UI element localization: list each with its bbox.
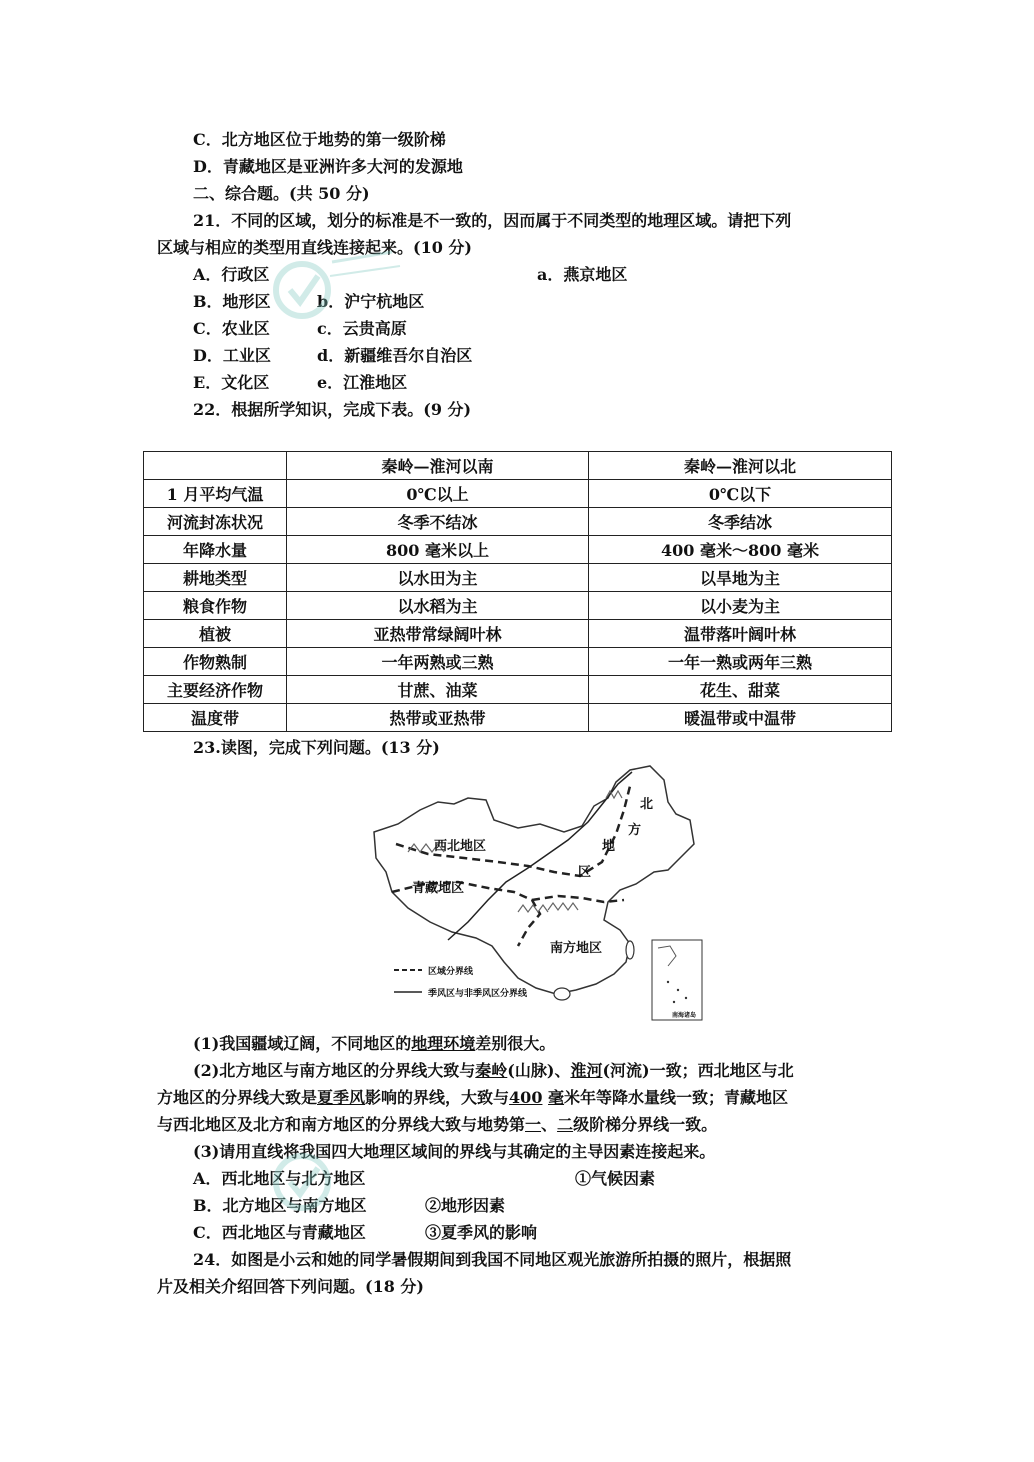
table-cell: 温度带 bbox=[144, 704, 287, 732]
q24-line2: 片及相关介绍回答下列问题。(18 分) bbox=[157, 1277, 424, 1296]
table-row bbox=[144, 676, 892, 704]
legend-solid-label: 季风区与非季风区分界线 bbox=[428, 989, 528, 999]
watermark-logo bbox=[272, 248, 412, 338]
table-cell: 以水稻为主 bbox=[287, 592, 589, 620]
watermark-logo bbox=[272, 1140, 412, 1230]
q23-p3-right-1: ①气候因素 bbox=[575, 1169, 656, 1188]
q24-line1: 24．如图是小云和她的同学暑假期间到我国不同地区观光旅游所拍摄的照片，根据照 bbox=[193, 1250, 792, 1269]
answer-underline: 毫 bbox=[548, 1088, 565, 1107]
q23-p3-stem: (3)请用直线将我国四大地理区域间的界线与其确定的主导因素连接起来。 bbox=[193, 1142, 716, 1161]
label-north-4: 区 bbox=[578, 865, 592, 880]
label-northwest: 西北地区 bbox=[434, 839, 487, 854]
q21-right-d: d．新疆维吾尔自治区 bbox=[317, 346, 473, 365]
table-row bbox=[144, 648, 892, 676]
table-cell: 甘蔗、油菜 bbox=[287, 676, 589, 704]
q23-p3-left-a: A．西北地区与北方地区 bbox=[193, 1169, 366, 1188]
table-cell: 植被 bbox=[144, 620, 287, 648]
q21-right-b: b．沪宁杭地区 bbox=[317, 292, 425, 311]
table-header-row bbox=[144, 452, 892, 480]
q23-p2-line1: (2)北方地区与南方地区的分界线大致与秦岭(山脉)、淮河(河流)一致；西北地区与北 bbox=[193, 1061, 794, 1080]
label-north-2: 方 bbox=[628, 823, 642, 838]
table-cell: 作物熟制 bbox=[144, 648, 287, 676]
table-row bbox=[144, 704, 892, 732]
label-north-3: 地 bbox=[602, 839, 616, 854]
q21-left-d: D．工业区 bbox=[193, 346, 271, 365]
label-north-1: 北 bbox=[640, 797, 654, 812]
q21-left-b: B．地形区 bbox=[193, 292, 271, 311]
table-cell: 以旱地为主 bbox=[589, 564, 892, 592]
table-cell: 一年一熟或两年三熟 bbox=[589, 648, 892, 676]
table-cell: 耕地类型 bbox=[144, 564, 287, 592]
table-row bbox=[144, 592, 892, 620]
answer-underline: 淮河 bbox=[570, 1061, 603, 1080]
table-cell: 1 月平均气温 bbox=[144, 480, 287, 508]
q22-table bbox=[143, 451, 892, 732]
table-cell: 主要经济作物 bbox=[144, 676, 287, 704]
table-row bbox=[144, 508, 892, 536]
answer-underline: 地理环境 bbox=[411, 1034, 476, 1053]
q21-right-a: a．燕京地区 bbox=[537, 265, 628, 284]
table-row bbox=[144, 480, 892, 508]
china-regions-map bbox=[368, 762, 706, 1024]
q21-right-e: e．江淮地区 bbox=[317, 373, 408, 392]
table-header-cell bbox=[144, 452, 287, 480]
table-header-cell: 秦岭—淮河以南 bbox=[287, 452, 589, 480]
table-cell: 年降水量 bbox=[144, 536, 287, 564]
q21-right-c: c．云贵高原 bbox=[317, 319, 407, 338]
table-cell: 冬季不结冰 bbox=[287, 508, 589, 536]
q23-p1: (1)我国疆域辽阔，不同地区的地理环境差别很大。 bbox=[193, 1034, 556, 1053]
q23-p2-line3: 与西北地区及北方和南方地区的分界线大致与地势第一、二级阶梯分界线一致。 bbox=[157, 1115, 718, 1134]
table-cell: 以小麦为主 bbox=[589, 592, 892, 620]
table-cell: 冬季结冰 bbox=[589, 508, 892, 536]
q23-stem: 23.读图，完成下列问题。(13 分) bbox=[193, 738, 440, 757]
q21-stem-line2: 区域与相应的类型用直线连接起来。(10 分) bbox=[157, 238, 472, 257]
q21-left-c: C．农业区 bbox=[193, 319, 270, 338]
table-cell: 暖温带或中温带 bbox=[589, 704, 892, 732]
answer-underline: 秦岭 bbox=[475, 1061, 508, 1080]
q23-p3-right-2: ②地形因素 bbox=[425, 1196, 506, 1215]
legend-dashed-label: 区域分界线 bbox=[428, 967, 474, 977]
table-cell: 粮食作物 bbox=[144, 592, 287, 620]
answer-underline: 400 bbox=[509, 1088, 543, 1107]
q21-stem-line1: 21．不同的区域，划分的标准是不一致的，因而属于不同类型的地理区域。请把下列 bbox=[193, 211, 792, 230]
inset-label: 南海诸岛 bbox=[672, 1012, 697, 1019]
table-cell: 0℃以上 bbox=[287, 480, 589, 508]
answer-underline: 夏季风 bbox=[317, 1088, 366, 1107]
table-cell: 一年两熟或三熟 bbox=[287, 648, 589, 676]
q20-option-d: D．青藏地区是亚洲许多大河的发源地 bbox=[193, 157, 463, 176]
table-cell: 800 毫米以上 bbox=[287, 536, 589, 564]
table-cell: 400 毫米～800 毫米 bbox=[589, 536, 892, 564]
table-row bbox=[144, 620, 892, 648]
q20-option-c: C．北方地区位于地势的第一级阶梯 bbox=[193, 130, 446, 149]
q23-p3-left-c: C．西北地区与青藏地区 bbox=[193, 1223, 366, 1242]
answer-underline: 二 bbox=[557, 1115, 574, 1134]
table-cell: 河流封冻状况 bbox=[144, 508, 287, 536]
q23-p3-left-b: B．北方地区与南方地区 bbox=[193, 1196, 367, 1215]
table-cell: 0℃以下 bbox=[589, 480, 892, 508]
q21-left-e: E．文化区 bbox=[193, 373, 270, 392]
answer-underline: 一 bbox=[525, 1115, 542, 1134]
table-cell: 温带落叶阔叶林 bbox=[589, 620, 892, 648]
label-south: 南方地区 bbox=[550, 941, 603, 956]
table-cell: 热带或亚热带 bbox=[287, 704, 589, 732]
q21-left-a: A．行政区 bbox=[193, 265, 270, 284]
section-title: 二、综合题。(共 50 分) bbox=[193, 184, 370, 203]
table-cell: 花生、甜菜 bbox=[589, 676, 892, 704]
q23-p2-line2: 方地区的分界线大致是夏季风影响的界线，大致与400 毫米年等降水量线一致；青藏地区 bbox=[157, 1088, 789, 1107]
table-header-cell: 秦岭—淮河以北 bbox=[589, 452, 892, 480]
table-row bbox=[144, 564, 892, 592]
table-row bbox=[144, 536, 892, 564]
q22-stem: 22．根据所学知识，完成下表。(9 分) bbox=[193, 400, 472, 419]
table-cell: 亚热带常绿阔叶林 bbox=[287, 620, 589, 648]
q23-p3-right-3: ③夏季风的影响 bbox=[425, 1223, 538, 1242]
label-qingzang: 青藏地区 bbox=[412, 881, 465, 896]
table-cell: 以水田为主 bbox=[287, 564, 589, 592]
